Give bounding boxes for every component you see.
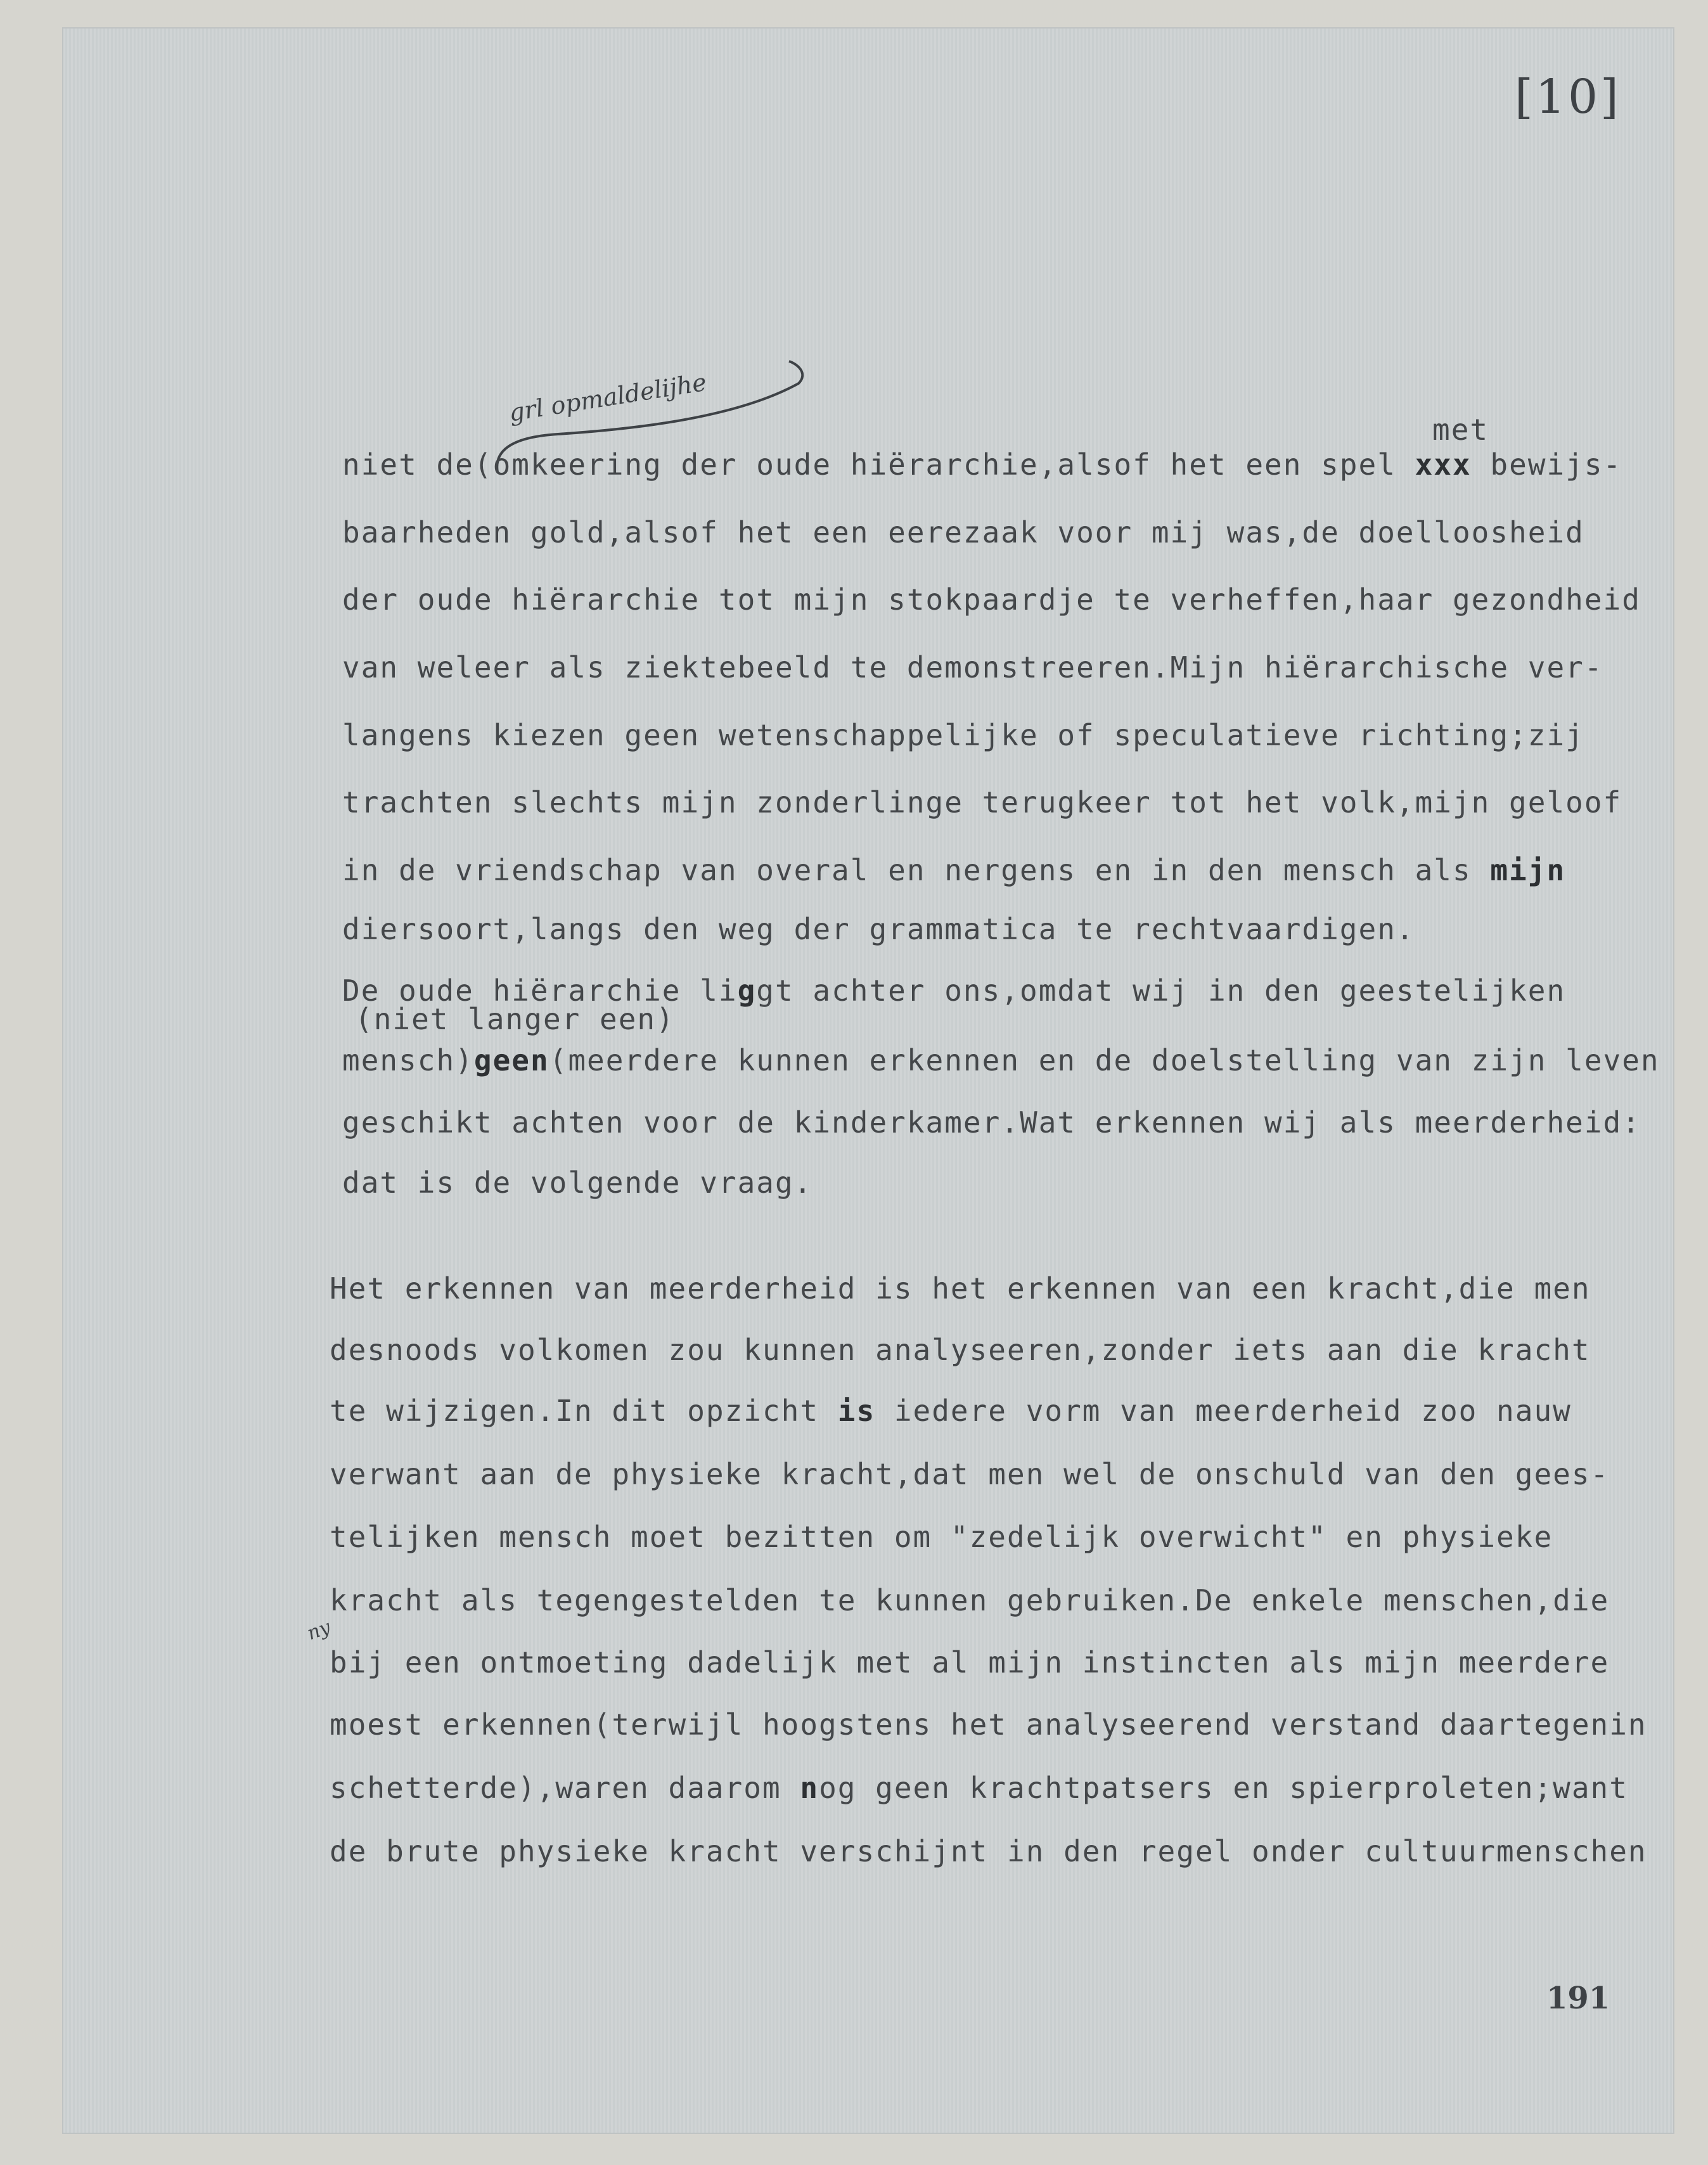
p2-line-2: desnoods volkomen zou kunnen analyseeren,zonder iets aan die kracht: [330, 1333, 1591, 1367]
p2-line-5: telijken mensch moet bezitten om "zedelijk overwicht" en physieke: [330, 1520, 1553, 1554]
p1-line-11: geschikt achten voor de kinderkamer.Wat erkennen wij als meerderheid:: [342, 1105, 1641, 1140]
p1-line-5: langens kiezen geen wetenschappelijke of speculatieve richting;zij: [342, 718, 1584, 752]
p2-line-3: te wijzigen.In dit opzicht is iedere vorm van meerderheid zoo nauw: [330, 1394, 1572, 1428]
typescript-page: [63, 29, 1673, 2133]
p1-line-3: der oude hiërarchie tot mijn stokpaardje te verheffen,haar gezondheid: [342, 582, 1641, 617]
p2-line-8: moest erkennen(terwijl hoogstens het analyseerend verstand daartegenin: [330, 1707, 1647, 1742]
margin-mark: ny: [304, 1616, 334, 1645]
p2-line-6: kracht als tegengestelden te kunnen gebruiken.De enkele menschen,die: [330, 1583, 1610, 1617]
p1-line-4: van weleer als ziektebeeld te demonstreeren.Mijn hiërarchische ver-: [342, 650, 1603, 684]
page-number: [10]: [1515, 70, 1621, 124]
p1-line-6: trachten slechts mijn zonderlinge terugkeer tot het volk,mijn geloof: [342, 785, 1622, 819]
p1-line-1: niet de(omkeering der oude hiërarchie,alsof het een spel xxx bewijs-: [342, 447, 1622, 482]
p1-line-7: in de vriendschap van overal en nergens en in den mensch als mijn: [342, 853, 1566, 887]
folio-number: 191: [1546, 1981, 1610, 2016]
p1-line-8: diersoort,langs den weg der grammatica te rechtvaardigen.: [342, 912, 1415, 946]
p2-line-7: bij een ontmoeting dadelijk met al mijn instincten als mijn meerdere: [330, 1645, 1610, 1680]
p1-line-9: De oude hiërarchie liggt achter ons,omdat wij in den geestelijken: [342, 973, 1566, 1008]
p2-line-4: verwant aan de physieke kracht,dat men wel de onschuld van den gees-: [330, 1457, 1610, 1491]
p2-line-10: de brute physieke kracht verschijnt in den regel onder cultuurmenschen: [330, 1834, 1647, 1868]
insertion-met: met: [1432, 413, 1489, 447]
insertion-above-omkeering: grl opmaldelijhe: [507, 368, 709, 427]
p2-line-9: schetterde),waren daarom nog geen krachtpatsers en spierproleten;want: [330, 1771, 1628, 1805]
p1-line-12: dat is de volgende vraag.: [342, 1166, 813, 1200]
p2-line-1: Het erkennen van meerderheid is het erkennen van een kracht,die men: [330, 1271, 1591, 1306]
p1-line-10: mensch)geen(meerdere kunnen erkennen en de doelstelling van zijn leven: [342, 1043, 1660, 1077]
p1-line-2: baarheden gold,alsof het een eerezaak voor mij was,de doelloosheid: [342, 515, 1584, 549]
insertion-niet-langer-een: (niet langer een): [355, 1002, 675, 1036]
